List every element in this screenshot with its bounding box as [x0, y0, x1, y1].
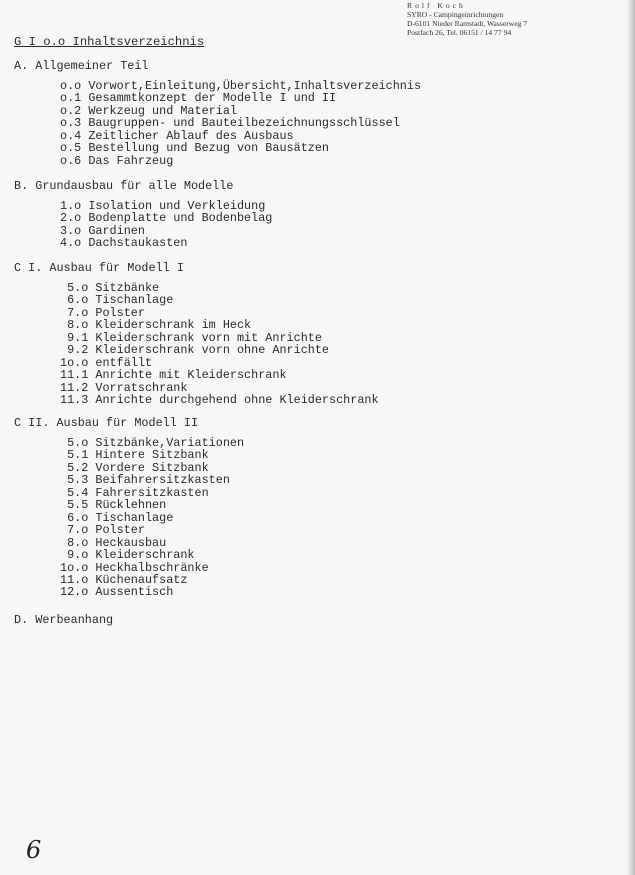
toc-entry: 9.1 Kleiderschrank vorn mit Anrichte: [60, 330, 322, 345]
toc-entry: 11.2 Vorratschrank: [60, 380, 188, 395]
letterhead-company: SYRO - Campingeinrichtungen: [407, 10, 504, 19]
toc-entry: 12.o Aussentisch: [60, 585, 174, 600]
toc-entry: 5.1 Hintere Sitzbank: [60, 448, 209, 463]
toc-entry: 7.o Polster: [60, 305, 145, 320]
toc-entry: o.2 Werkzeug und Material: [60, 103, 237, 118]
letterhead-name: Rolf Koch: [407, 1, 466, 10]
section-heading: C I. Ausbau für Modell I: [14, 261, 184, 275]
page-title: G I o.o Inhaltsverzeichnis: [14, 35, 205, 49]
section-heading: B. Grundausbau für alle Modelle: [14, 179, 234, 193]
page-number: 6: [26, 836, 42, 864]
section-heading: D. Werbeanhang: [14, 613, 114, 627]
toc-entry: 1.o Isolation und Verkleidung: [60, 199, 266, 213]
section-heading: C II. Ausbau für Modell II: [14, 416, 199, 430]
section-heading: A. Allgemeiner Teil: [14, 59, 149, 73]
toc-entry: 5.3 Beifahrersitzkasten: [60, 473, 230, 488]
toc-entry: o.o Vorwort,Einleitung,Übersicht,Inhaltsverzeichnis: [60, 79, 422, 93]
letterhead-contact: Postfach 26, Tel. 06151 / 14 77 94: [407, 28, 512, 37]
toc-entry: 1o.o Heckhalbschränke: [60, 560, 209, 575]
toc-entry: 4.o Dachstaukasten: [60, 236, 188, 251]
toc-entry: 11.o Küchenaufsatz: [60, 572, 188, 587]
toc-entry: 6.o Tischanlage: [60, 293, 174, 308]
toc-entry: 2.o Bodenplatte und Bodenbelag: [60, 211, 273, 226]
toc-entry: o.5 Bestellung und Bezug von Bausätzen: [60, 141, 330, 156]
toc-entry: 5.2 Vordere Sitzbank: [60, 460, 209, 475]
toc-entry: 7.o Polster: [60, 523, 145, 538]
toc-entry: 9.o Kleiderschrank: [60, 548, 195, 563]
toc-entry: o.4 Zeitlicher Ablauf des Ausbaus: [60, 128, 294, 143]
toc-entry: 3.o Gardinen: [60, 223, 145, 238]
letterhead-address: D-6101 Nieder Ramstadt, Wasserweg 7: [407, 19, 528, 28]
toc-entry: 11.1 Anrichte mit Kleiderschrank: [60, 368, 287, 383]
toc-entry: 8.o Kleiderschrank im Heck: [60, 318, 252, 333]
toc-entry: 5.5 Rücklehnen: [60, 498, 167, 513]
toc-entry: o.3 Baugruppen- und Bauteilbezeichnungsschlüssel: [60, 116, 400, 131]
toc-entry: 1o.o entfällt: [60, 355, 153, 370]
toc-entry: 5.o Sitzbänke: [60, 281, 160, 295]
letterhead: [407, 1, 527, 37]
toc-entry: 6.o Tischanlage: [60, 510, 174, 525]
toc-entry: 9.2 Kleiderschrank vorn ohne Anrichte: [60, 343, 330, 358]
toc-entry: 8.o Heckausbau: [60, 535, 167, 550]
toc-entry: o.6 Das Fahrzeug: [60, 153, 174, 168]
toc-entry: 5.o Sitzbänke,Variationen: [60, 436, 245, 450]
toc-entry: o.1 Gesammtkonzept der Modelle I und II: [60, 91, 337, 106]
toc-entry: 11.3 Anrichte durchgehend ohne Kleiderschrank: [60, 393, 379, 408]
toc-entry: 5.4 Fahrersitzkasten: [60, 485, 209, 500]
